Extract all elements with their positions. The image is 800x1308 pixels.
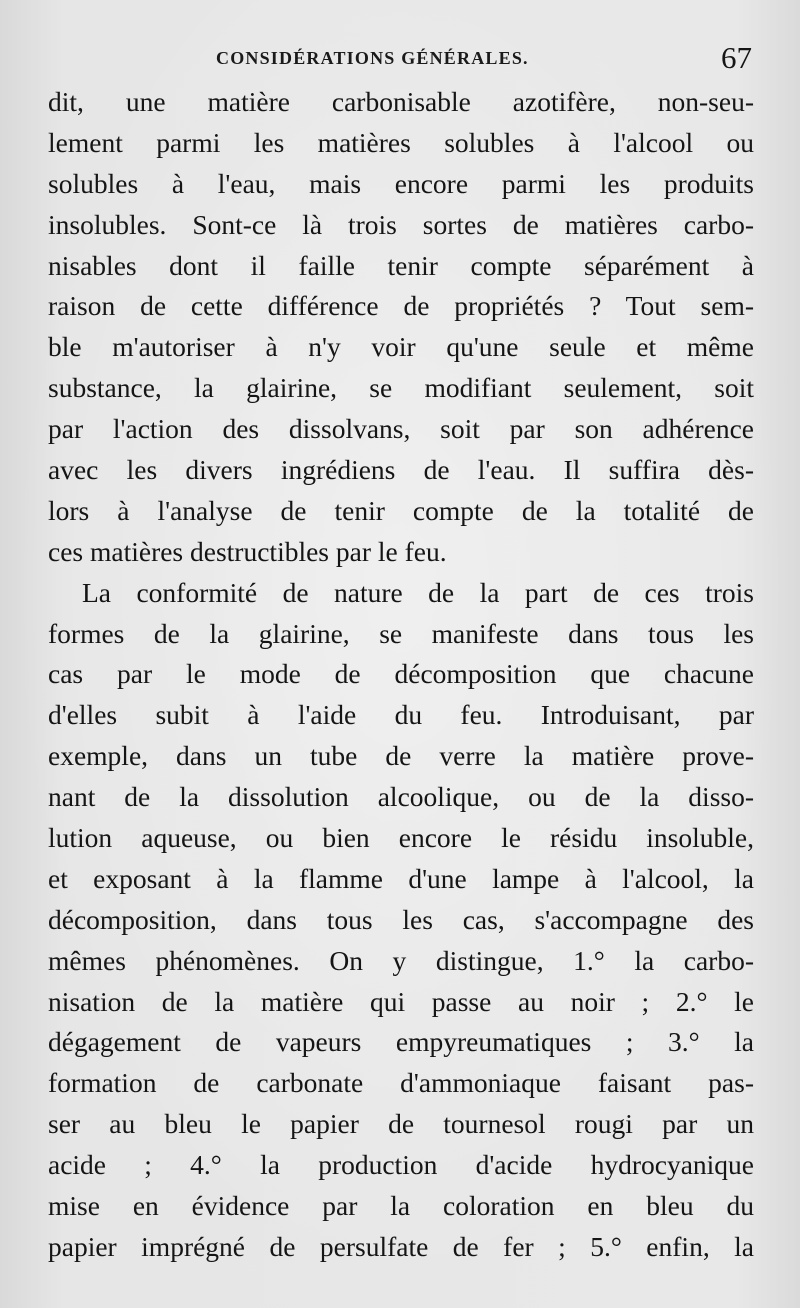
text-line: lement parmi les matières solubles à l'alcool ou [48,126,754,158]
running-title: CONSIDÉRATIONS GÉNÉRALES. [216,48,529,68]
text-line: solubles à l'eau, mais encore parmi les produits [48,167,754,199]
text-line: lution aqueuse, ou bien encore le résidu insoluble, [48,822,754,854]
page-header [0,40,800,76]
text-line: papier imprégné de persulfate de fer ; 5.° enfin, la [48,1230,754,1262]
text-line: formation de carbonate d'ammoniaque faisant pas- [48,1067,754,1099]
text-line: ces matières destructibles par le feu. [48,535,447,567]
text-line: d'elles subit à l'aide du feu. Introduisant, par [48,699,754,731]
text-line: avec les divers ingrédiens de l'eau. Il suffira dès- [48,454,754,486]
text-line: nisables dont il faille tenir compte séparément à [48,249,754,281]
text-line: mêmes phénomènes. On y distingue, 1.° la carbo- [48,944,754,976]
text-line: raison de cette différence de propriétés ? Tout sem- [48,290,754,322]
page-number: 67 [721,40,752,75]
text-line: lors à l'analyse de tenir compte de la totalité de [48,494,754,526]
text-line: dit, une matière carbonisable azotifère, non-seu- [48,86,754,117]
text-line: ser au bleu le papier de tournesol rougi par un [48,1108,754,1140]
text-line: ble m'autoriser à n'y voir qu'une seule et même [48,331,754,363]
text-line: insolubles. Sont-ce là trois sortes de matières carbo- [48,208,754,240]
text-line: par l'action des dissolvans, soit par son adhérence [48,413,754,445]
body-text [48,82,754,1268]
text-line: mise en évidence par la coloration en bleu du [48,1190,754,1222]
text-line: substance, la glairine, se modifiant seulement, soit [48,372,754,404]
text-line: décomposition, dans tous les cas, s'accompagne des [48,903,754,935]
text-line: et exposant à la flamme d'une lampe à l'alcool, la [48,862,754,894]
text-line: acide ; 4.° la production d'acide hydrocyanique [48,1149,754,1181]
text-line: nant de la dissolution alcoolique, ou de la disso- [48,781,754,813]
text-line: nisation de la matière qui passe au noir ; 2.° le [48,985,754,1017]
text-line: dégagement de vapeurs empyreumatiques ; 3.° la [48,1026,754,1058]
text-line: formes de la glairine, se manifeste dans tous les [48,617,754,649]
text-line: cas par le mode de décomposition que chacune [48,658,754,690]
text-line: exemple, dans un tube de verre la matière prove- [48,740,754,772]
text-line: La conformité de nature de la part de ces trois [82,576,754,608]
